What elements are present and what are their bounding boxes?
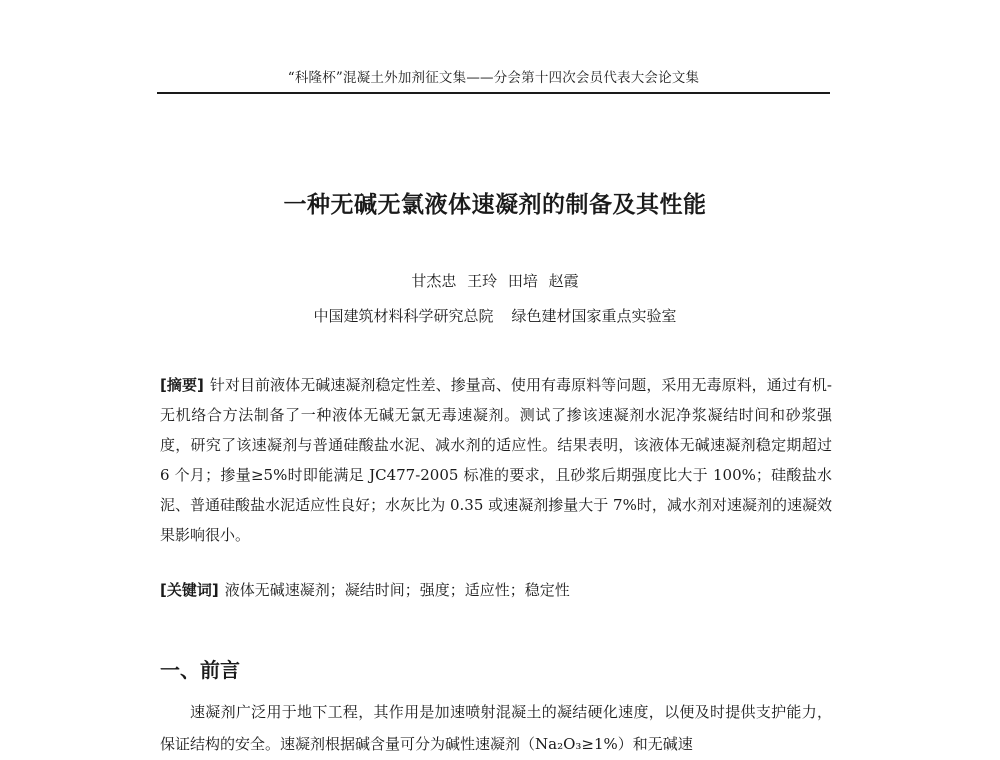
keywords-label: [关键词] <box>160 581 219 599</box>
abstract <box>160 370 832 550</box>
abstract-text: 针对目前液体无碱速凝剂稳定性差、掺量高、使用有毒原料等问题，采用无毒原料，通过有机-无机络合方法制备了一种液体无碱无氯无毒速凝剂。测试了掺该速凝剂水泥净浆凝结时间和砂浆强度，研究了该速凝剂与普通硅酸盐水泥、减水剂的适应性。结果表明，该液体无碱速凝剂稳定期超过 6 个月；掺量≥5%时即能满足 JC477-2005 标准的要求，且砂浆后期强度比大于 100%；硅酸盐水泥、普通硅酸盐水泥适应性良好；水灰比为 0.35 或速凝剂掺量大于 7%时，减水剂对速凝剂的速凝效果影响很小。 <box>160 376 832 544</box>
body-paragraph: 速凝剂广泛用于地下工程，其作用是加速喷射混凝土的凝结硬化速度，以便及时提供支护能力，保证结构的安全。速凝剂根据碱含量可分为碱性速凝剂（Na₂O₃≥1%）和无碱速 <box>160 703 832 753</box>
affiliation-lab: 绿色建材国家重点实验室 <box>511 307 677 325</box>
abstract-label: [摘要] <box>160 376 204 394</box>
keywords <box>160 577 832 603</box>
keywords-text: 液体无碱速凝剂；凝结时间；强度；适应性；稳定性 <box>224 581 570 599</box>
affiliation <box>0 305 990 326</box>
running-header: “科隆杯”混凝土外加剂征文集——分会第十四次会员代表大会论文集 <box>157 66 830 94</box>
section-heading-introduction: 一、前言 <box>160 658 240 682</box>
paper-title: 一种无碱无氯液体速凝剂的制备及其性能 <box>283 192 707 218</box>
affiliation-institute: 中国建筑材料科学研究总院 <box>313 307 494 325</box>
authors: 甘杰忠 王玲 田培 赵霞 <box>411 272 579 290</box>
